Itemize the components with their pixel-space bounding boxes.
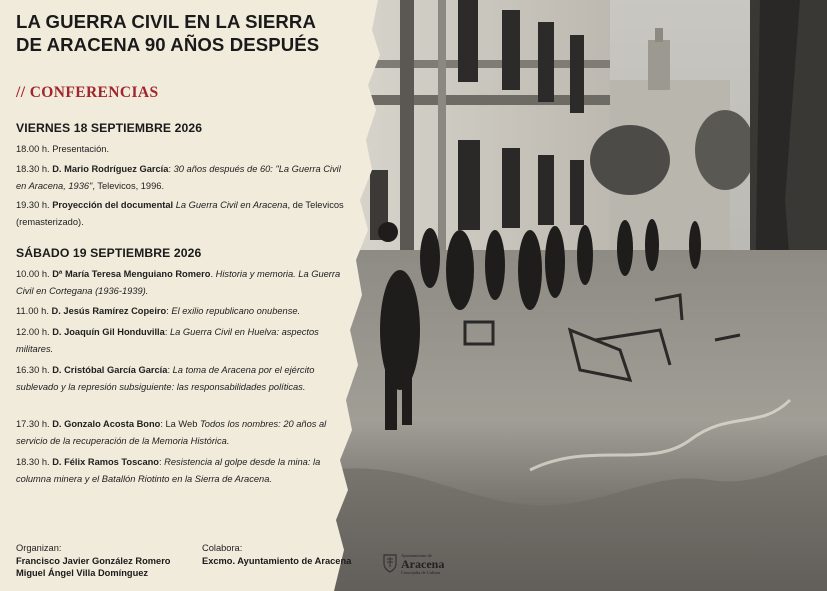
logo-name: Aracena: [401, 557, 445, 571]
collaborator-label: Colabora:: [202, 543, 243, 553]
event-time: 12.00 h.: [16, 327, 50, 337]
logo-small-text: Ayuntamiento de: [401, 553, 432, 558]
event-time: 10.00 h.: [16, 269, 50, 279]
organizer-name: Francisco Javier González Romero: [16, 556, 171, 566]
event-separator: : La Web: [160, 419, 198, 429]
event-item: [16, 416, 351, 449]
event-time: 18.30 h.: [16, 164, 50, 174]
event-item: [16, 362, 351, 395]
event-title: La toma de Aracena por el ejército sublevado y la represión subsiguiente: las responsabilidades políticas.: [16, 365, 315, 392]
event-item: [16, 197, 351, 230]
event-title: La Guerra Civil en Aracena: [175, 200, 288, 210]
event-rest: , de Televicos (remasterizado).: [16, 200, 344, 227]
event-title: La Guerra Civil en Huelva: aspectos militares.: [16, 327, 319, 354]
event-speaker: Dª María Teresa Menguiano Romero: [52, 269, 211, 279]
event-speaker: D. Cristóbal García García: [52, 365, 168, 375]
title-line-1: LA GUERRA CIVIL EN LA SIERRA: [16, 11, 316, 32]
event-text: Presentación.: [52, 144, 110, 154]
event-title: Historia y memoria. La Guerra Civil en Cortegana (1936-1939).: [16, 269, 341, 296]
day-heading-saturday: SÁBADO 19 SEPTIEMBRE 2026: [16, 246, 202, 260]
event-item: [16, 141, 351, 158]
page-title: [16, 10, 319, 56]
event-item: [16, 161, 351, 194]
event-speaker: D. Gonzalo Acosta Bono: [52, 419, 161, 429]
aracena-crest-icon: [382, 553, 398, 573]
event-item: [16, 266, 351, 299]
event-separator: :: [167, 365, 171, 375]
event-time: 16.30 h.: [16, 365, 50, 375]
event-speaker: D. Mario Rodríguez García: [52, 164, 169, 174]
event-title: Resistencia al golpe desde la mina: la columna minera y el Batallón Riotinto en la Sierra de Aracena.: [16, 457, 321, 484]
day-heading-friday: VIERNES 18 SEPTIEMBRE 2026: [16, 121, 203, 135]
organizer-name: Miguel Ángel Villa Domínguez: [16, 568, 149, 578]
event-item: [16, 324, 351, 357]
event-time: 18.30 h.: [16, 457, 50, 467]
event-separator: :: [168, 164, 172, 174]
event-time: 19.30 h.: [16, 200, 50, 210]
event-separator: :: [164, 327, 168, 337]
event-time: 17.30 h.: [16, 419, 50, 429]
event-speaker: D. Félix Ramos Toscano: [52, 457, 159, 467]
event-speaker: Proyección del documental: [52, 200, 174, 210]
collaborator-name: Excmo. Ayuntamiento de Aracena: [202, 556, 352, 566]
event-title: 30 años después de 60: "La Guerra Civil en Aracena, 1936": [16, 164, 341, 191]
event-title: Todos los nombres: 20 años al servicio de la recuperación de la Memoria Histórica.: [16, 419, 327, 446]
section-heading: // CONFERENCIAS: [16, 84, 159, 101]
event-separator: :: [166, 306, 169, 316]
event-title: El exilio republicano onubense.: [171, 306, 301, 316]
event-item: [16, 303, 351, 320]
aracena-logo: [401, 553, 444, 575]
title-line-2: DE ARACENA 90 AÑOS DESPUÉS: [16, 34, 320, 55]
event-speaker: D. Joaquín Gil Honduvilla: [52, 327, 165, 337]
event-separator: :: [158, 457, 162, 467]
logo-sub-text: Concejalía de Cultura: [401, 570, 441, 575]
event-rest: , Televicos, 1996.: [92, 180, 165, 191]
event-separator: .: [210, 269, 214, 279]
event-time: 18.00 h.: [16, 144, 50, 154]
event-time: 11.00 h.: [16, 306, 49, 316]
event-speaker: D. Jesús Ramírez Copeiro: [51, 306, 167, 316]
organizers-label: Organizan:: [16, 543, 62, 553]
event-item: [16, 454, 351, 487]
